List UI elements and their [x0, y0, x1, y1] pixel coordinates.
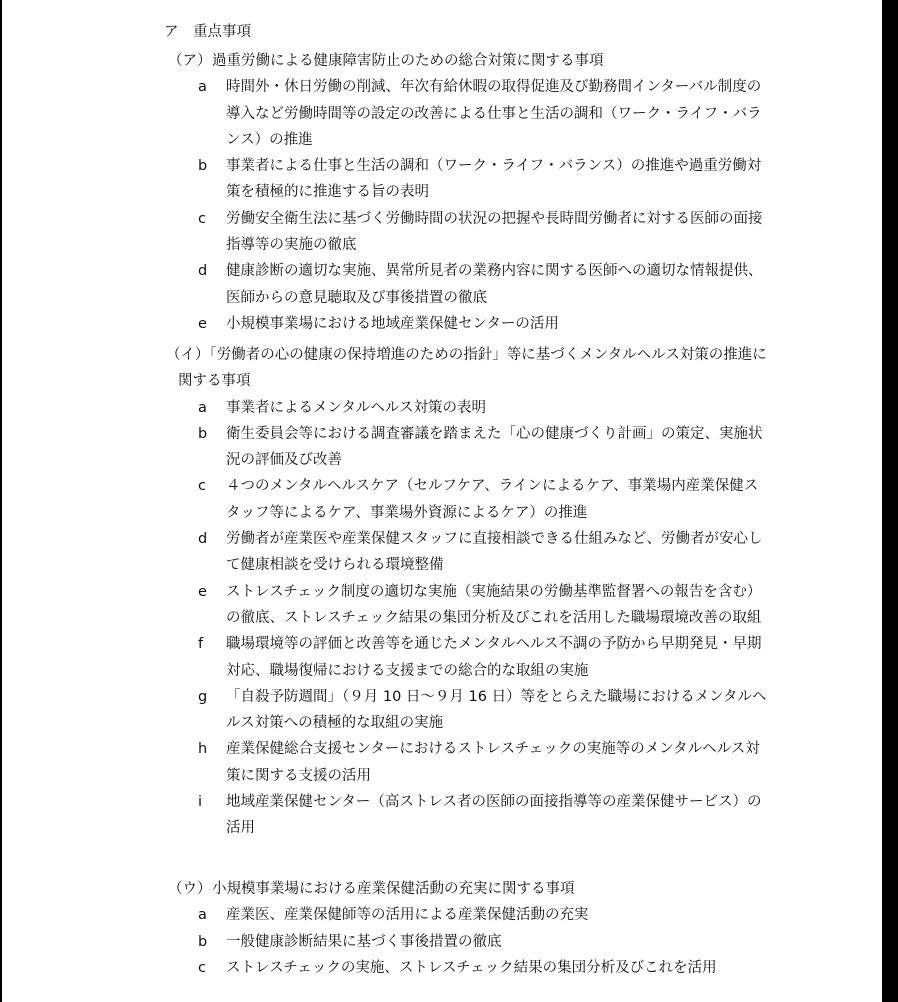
list-item: [168, 955, 768, 981]
item-text: 職場環境等の評価と改善等を通じたメンタルヘルス不調の予防から早期発見・早期対応、職場復帰における支援までの総合的な取組の実施: [226, 636, 762, 679]
item-text: 事業者による仕事と生活の調和（ワーク・ライフ・バランス）の推進や過重労働対策を積極的に推進する旨の表明: [226, 158, 762, 201]
list-item: [168, 421, 768, 474]
item-text: 時間外・休日労働の削減、年次有給休暇の取得促進及び勤務間インターバル制度の導入など労働時間等の設定の改善による仕事と生活の調和（ワーク・ライフ・バランス）の推進: [226, 79, 762, 148]
section-heading: ア 重点事項: [164, 24, 251, 40]
item-letter: h: [198, 741, 208, 758]
item-letter: f: [198, 636, 204, 653]
list-item: [168, 395, 768, 421]
item-text: 労働者が産業医や産業保健スタッフに直接相談できる仕組みなど、労働者が安心して健康相談を受けられる環境整備: [226, 531, 763, 574]
item-text: 産業保健総合支援センターにおけるストレスチェックの実施等のメンタルヘルス対策に関する支援の活用: [226, 741, 760, 784]
section-marker: （ウ）: [168, 881, 212, 897]
item-text: 衛生委員会等における調査審議を踏まえた「心の健康づくり計画」の策定、実施状況の評価及び改善: [226, 425, 763, 469]
item-text: 小規模事業場における地域産業保健センターの活用: [226, 315, 559, 332]
item-letter: b: [198, 158, 208, 175]
item-text: 地域産業保健センター（高ストレス者の医師の面接指導等の産業保健サービス）の活用: [226, 794, 762, 837]
section-i: [166, 342, 768, 842]
list-item: [168, 789, 768, 842]
item-letter: g: [198, 688, 208, 705]
item-letter: i: [198, 794, 203, 811]
list-item: [168, 258, 768, 311]
list-item: [168, 579, 768, 632]
item-letter: a: [198, 79, 207, 96]
section-title: [168, 876, 768, 902]
list-item: [168, 473, 768, 526]
item-text: ストレスチェック制度の適切な実施（実施結果の労働基準監督署への報告を含む）の徹底、ストレスチェック結果の集団分析及びこれを活用した職場環境改善の取組: [226, 583, 762, 626]
item-letter: d: [198, 263, 208, 280]
item-text: 事業者によるメンタルヘルス対策の表明: [226, 399, 486, 416]
item-text: 労働安全衛生法に基づく労働時間の状況の把握や長時間労働者に対する医師の面接指導等の実施の徹底: [226, 210, 763, 254]
list-item: [168, 526, 768, 579]
item-text: 一般健康診断結果に基づく事後措置の徹底: [226, 933, 502, 950]
list-item: [168, 153, 768, 206]
section-marker: （イ）: [166, 347, 210, 363]
section-title: [168, 48, 768, 74]
section-title: [166, 342, 768, 395]
item-letter: b: [198, 425, 208, 442]
section-title-text: 小規模事業場における産業保健活動の充実に関する事項: [212, 881, 575, 897]
section-u: [168, 876, 768, 981]
list-item: [168, 206, 768, 259]
item-letter: e: [198, 315, 207, 332]
item-letter: a: [198, 399, 207, 416]
item-text: ４つのメンタルヘルスケア（セルフケア、ラインによるケア、事業場内産業保健スタッフ等によるケア、事業場外資源によるケア）の推進: [226, 478, 759, 521]
item-letter: c: [198, 478, 206, 495]
list-item: [168, 684, 768, 737]
item-letter: c: [198, 959, 206, 976]
list-item: [168, 902, 768, 928]
list-item: [168, 311, 768, 337]
item-text: 健康診断の適切な実施、異常所見者の業務内容に関する医師への適切な情報提供、医師からの意見聴取及び事後措置の徹底: [226, 263, 763, 306]
item-letter: e: [198, 583, 207, 600]
item-letter: d: [198, 531, 208, 548]
item-text: ストレスチェックの実施、ストレスチェック結果の集団分析及びこれを活用: [226, 959, 717, 976]
section-title-text: 過重労働による健康障害防止のための総合対策に関する事項: [212, 53, 604, 69]
section-marker: （ア）: [168, 53, 212, 69]
document-page: [2, 0, 882, 1002]
list-item: [168, 929, 768, 955]
list-item: [168, 74, 768, 153]
section-a: [168, 48, 768, 337]
item-letter: c: [198, 210, 206, 227]
section-title-text: 「労働者の心の健康の保持増進のための指針」等に基づくメンタルヘルス対策の推進に関する事項: [178, 347, 767, 390]
item-letter: a: [198, 907, 207, 924]
item-letter: b: [198, 933, 208, 950]
list-item: [168, 631, 768, 684]
list-item: [168, 736, 768, 789]
item-text: 産業医、産業保健師等の活用による産業保健活動の充実: [226, 907, 589, 924]
item-text: 「自殺予防週間」（９月 10 日～９月 16 日）等をとらえた職場におけるメンタルヘルス対策への積極的な取組の実施: [226, 688, 767, 732]
